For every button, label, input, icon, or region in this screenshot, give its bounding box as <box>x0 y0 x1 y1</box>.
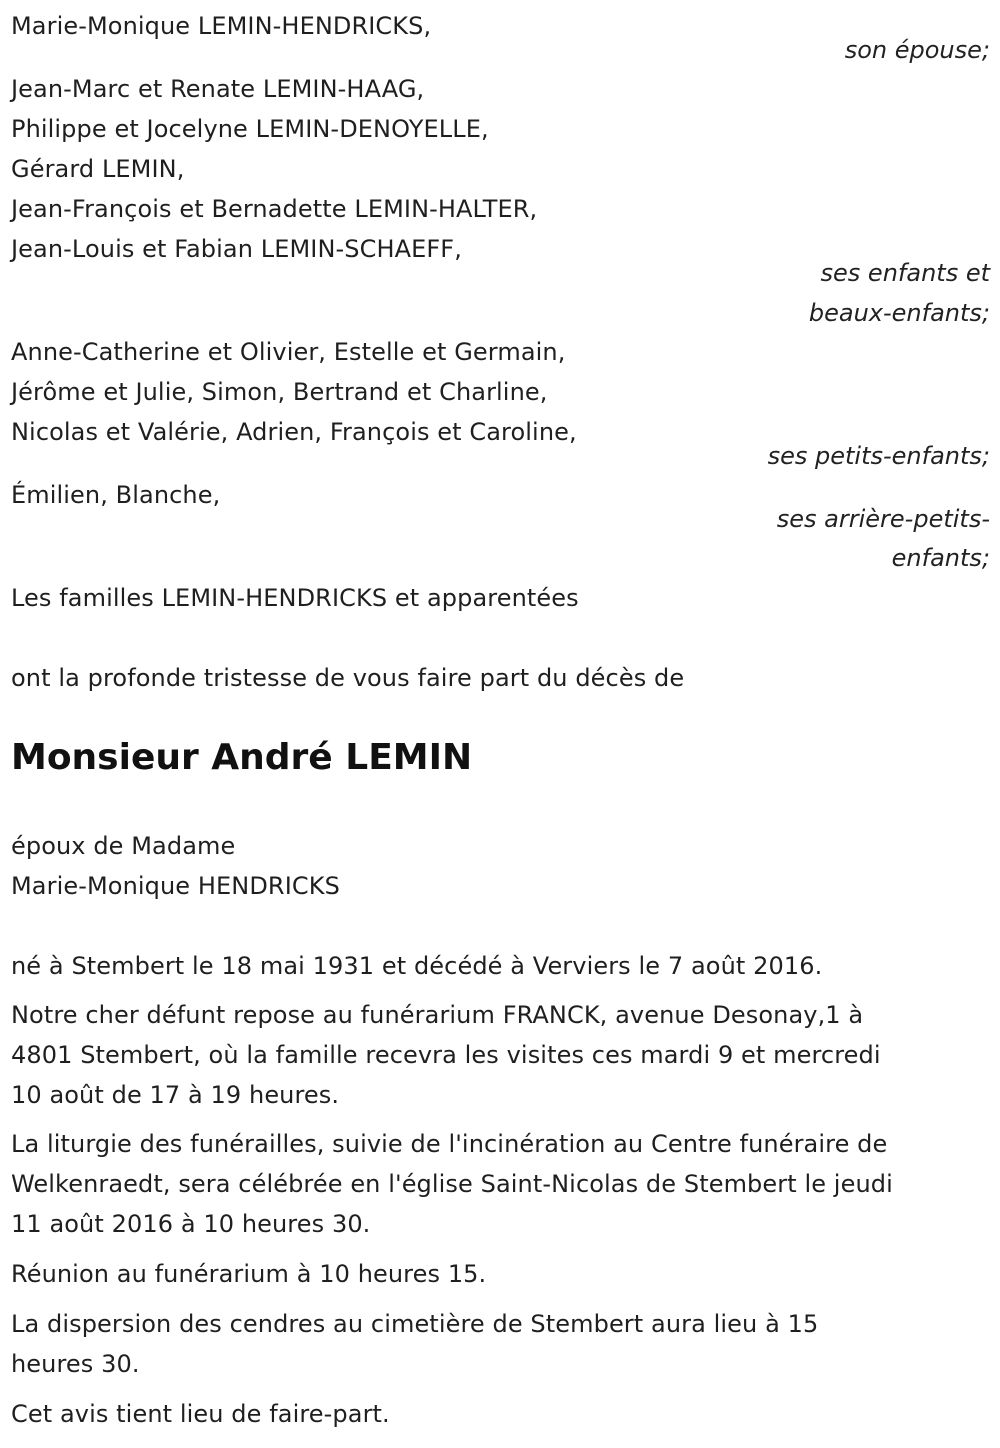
liturgy-line: 11 août 2016 à 10 heures 30. <box>11 1210 371 1238</box>
repose-line: 4801 Stembert, où la famille recevra les visites ces mardi 9 et mercredi <box>11 1041 881 1069</box>
children-relation: ses enfants et <box>820 259 990 287</box>
spouse-name: Marie-Monique LEMIN-HENDRICKS, <box>11 12 432 40</box>
notice-line: Cet avis tient lieu de faire-part. <box>11 1400 390 1428</box>
great-grandchildren-relation: ses arrière-petits- <box>776 505 990 533</box>
child-line: Philippe et Jocelyne LEMIN-DENOYELLE, <box>11 115 489 143</box>
grandchildren-relation: ses petits-enfants; <box>767 442 990 470</box>
spouse-relation: son épouse; <box>844 36 990 64</box>
child-line: Jean-François et Bernadette LEMIN-HALTER, <box>11 195 538 223</box>
spouse-of-line: époux de Madame <box>11 832 236 860</box>
meeting-line: Réunion au funérarium à 10 heures 15. <box>11 1260 487 1288</box>
child-line: Gérard LEMIN, <box>11 155 185 183</box>
families-line: Les familles LEMIN-HENDRICKS et apparentées <box>11 584 579 612</box>
dispersion-line: La dispersion des cendres au cimetière de Stembert aura lieu à 15 <box>11 1310 819 1338</box>
deceased-name: Monsieur André LEMIN <box>11 737 473 778</box>
dispersion-line: heures 30. <box>11 1350 140 1378</box>
repose-line: Notre cher défunt repose au funérarium FRANCK, avenue Desonay,1 à <box>11 1001 864 1029</box>
great-grandchildren-relation: enfants; <box>891 544 990 572</box>
grandchild-line: Anne-Catherine et Olivier, Estelle et Germain, <box>11 338 566 366</box>
grandchild-line: Nicolas et Valérie, Adrien, François et Caroline, <box>11 418 577 446</box>
announcement-line: ont la profonde tristesse de vous faire part du décès de <box>11 664 685 692</box>
liturgy-line: La liturgie des funérailles, suivie de l'incinération au Centre funéraire de <box>11 1130 888 1158</box>
repose-line: 10 août de 17 à 19 heures. <box>11 1081 340 1109</box>
children-relation: beaux-enfants; <box>808 299 990 327</box>
child-line: Jean-Marc et Renate LEMIN-HAAG, <box>11 75 425 103</box>
grandchild-line: Jérôme et Julie, Simon, Bertrand et Charline, <box>11 378 548 406</box>
birth-death-line: né à Stembert le 18 mai 1931 et décédé à Verviers le 7 août 2016. <box>11 952 823 980</box>
great-grandchild-line: Émilien, Blanche, <box>11 481 221 509</box>
liturgy-line: Welkenraedt, sera célébrée en l'église Saint-Nicolas de Stembert le jeudi <box>11 1170 893 1198</box>
child-line: Jean-Louis et Fabian LEMIN-SCHAEFF, <box>11 235 462 263</box>
spouse-of-line: Marie-Monique HENDRICKS <box>11 872 340 900</box>
